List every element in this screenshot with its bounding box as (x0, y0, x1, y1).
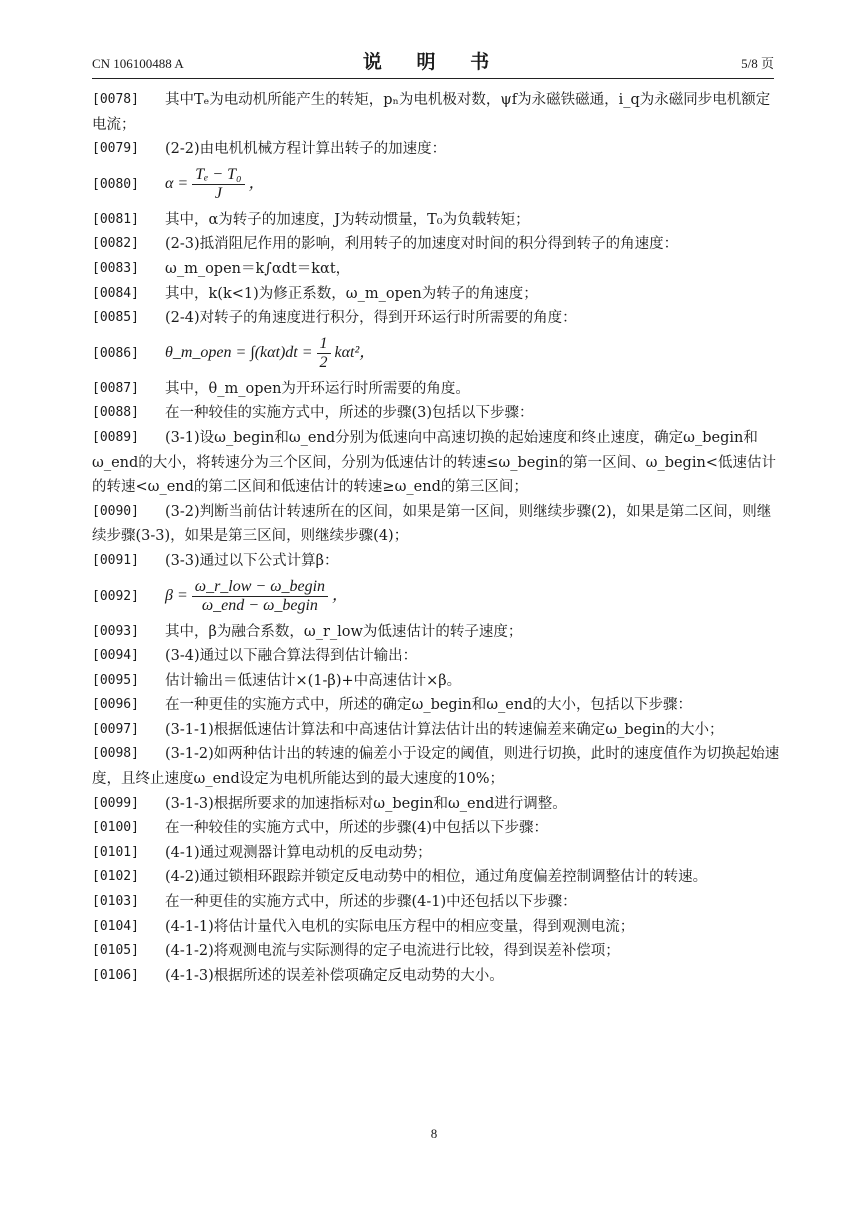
equation-paragraph (92, 162, 782, 208)
fraction-denominator: J (214, 185, 222, 203)
paragraph (92, 718, 782, 743)
paragraph (92, 742, 782, 791)
paragraph-text: (3-1)设ω_begin和ω_end分别为低速向中高速切换的起始速度和终止速度，确定ω_begin和ω_end的大小，将转速分为三个区间，分别为低速估计的转速≤ω_begin的第一区间、ω_begin<低速估计的转速<ω_end的第二区间和低速估计的转速≥ω_end的第三区间； (92, 429, 776, 496)
paragraph-text: (3-1-3)根据所要求的加速指标对ω_begin和ω_end进行调整。 (165, 795, 567, 812)
paragraph (92, 88, 782, 137)
paragraph-number: [0079] (92, 141, 139, 157)
paragraph-text: 在一种较佳的实施方式中，所述的步骤(3)包括以下步骤： (165, 405, 534, 422)
equation-lhs: β = (165, 587, 188, 605)
paragraph-number: [0097] (92, 721, 139, 737)
paragraph-text: (2-3)抵消阻尼作用的影响，利用转子的加速度对时间的积分得到转子的角速度： (165, 236, 679, 253)
paragraph-text: (4-1-2)将观测电流与实际测得的定子电流进行比较，得到误差补偿项； (165, 943, 620, 960)
document-title: 说 明 书 (362, 51, 504, 73)
paragraph (92, 208, 782, 233)
paragraph-text: 其中Tₑ为电动机所能产生的转矩，pₙ为电机极对数，ψf为永磁铁磁通，i_q为永磁同步电机额定电流； (92, 92, 771, 133)
paragraph-number: [0103] (92, 894, 139, 910)
paragraph-number: [0094] (92, 648, 139, 664)
paragraph-text: (4-1-1)将估计量代入电机的实际电压方程中的相应变量，得到观测电流； (165, 918, 635, 935)
paragraph-number: [0084] (92, 285, 139, 301)
paragraph-number: [0098] (92, 746, 139, 762)
equation-paragraph (92, 574, 782, 620)
paragraph-number: [0105] (92, 943, 139, 959)
paragraph (92, 137, 782, 162)
paragraph (92, 669, 782, 694)
paragraph-text: 其中，θ_m_open为开环运行时所需要的角度。 (165, 380, 470, 397)
paragraph (92, 865, 782, 890)
paragraph-text: (2-4)对转子的角速度进行积分，得到开环运行时所需要的角度： (165, 310, 577, 327)
paragraph-text: (2-2)由电机机械方程计算出转子的加速度： (165, 141, 447, 158)
paragraph-text: 其中，α为转子的加速度，J为转动惯量，T₀为负载转矩； (165, 211, 530, 228)
paragraph-number: [0086] (92, 345, 139, 361)
equation-lhs: α = (165, 175, 189, 193)
paragraph-number: [0089] (92, 429, 139, 445)
paragraph (92, 890, 782, 915)
equation-lhs: θ_m_open = ∫(kαt)dt = (165, 344, 313, 362)
paragraph-number: [0096] (92, 697, 139, 713)
paragraph-text: (4-1-3)根据所述的误差补偿项确定反电动势的大小。 (165, 967, 504, 984)
equation-paragraph (92, 331, 782, 377)
patent-number: CN 106100488 A (92, 56, 184, 71)
equation-alpha (165, 162, 265, 208)
paragraph-text: ω_m_open＝k∫αdt＝kαt， (165, 260, 351, 277)
paragraph-number: [0091] (92, 552, 139, 568)
paragraph (92, 915, 782, 940)
paragraph (92, 939, 782, 964)
paragraph-number: [0100] (92, 820, 139, 836)
paragraph-number: [0101] (92, 844, 139, 860)
fraction-numerator: 1 (317, 335, 331, 354)
fraction-numerator: Tₑ − T₀ (192, 166, 244, 185)
paragraph-number: [0078] (92, 92, 139, 107)
paragraph-number: [0085] (92, 310, 139, 326)
paragraph-text: 在一种更佳的实施方式中，所述的步骤(4-1)中还包括以下步骤： (165, 894, 577, 911)
paragraph-number: [0080] (92, 176, 139, 192)
page-header (92, 48, 774, 79)
paragraph-text: 其中，k(k<1)为修正系数，ω_m_open为转子的角速度； (165, 285, 538, 302)
paragraph (92, 426, 782, 500)
equation-theta (165, 331, 375, 377)
paragraph (92, 306, 782, 331)
fraction (192, 166, 244, 203)
paragraph (92, 549, 782, 574)
paragraph-text: (3-2)判断当前估计转速所在的区间，如果是第一区间，则继续步骤(2)，如果是第二区间，则继续步骤(3-3)，如果是第三区间，则继续步骤(4)； (92, 503, 772, 545)
paragraph-number: [0099] (92, 795, 139, 811)
paragraph (92, 964, 782, 989)
fraction (317, 335, 331, 372)
page-indicator: 5/8 页 (741, 56, 774, 71)
paragraph-number: [0095] (92, 672, 139, 688)
paragraph (92, 282, 782, 307)
paragraph-text: (4-1)通过观测器计算电动机的反电动势； (165, 844, 432, 861)
fraction-denominator: 2 (319, 354, 328, 372)
paragraph-number: [0102] (92, 869, 139, 885)
paragraph (92, 693, 782, 718)
paragraph-number: [0106] (92, 967, 139, 983)
paragraph (92, 620, 782, 645)
paragraph-text: 其中，β为融合系数，ω_r_low为低速估计的转子速度； (165, 623, 523, 640)
equation-tail: kαt²， (334, 344, 376, 362)
paragraph (92, 257, 782, 282)
paragraph-text: (3-4)通过以下融合算法得到估计输出： (165, 648, 418, 665)
paragraph-text: 估计输出＝低速估计×(1-β)+中高速估计×β。 (165, 672, 462, 689)
page-number: 8 (430, 1126, 438, 1141)
paragraph (92, 841, 782, 866)
paragraph-number: [0093] (92, 623, 139, 639)
paragraph-text: 在一种较佳的实施方式中，所述的步骤(4)中包括以下步骤： (165, 820, 549, 837)
paragraph-number: [0092] (92, 588, 139, 604)
equation-tail: ， (332, 587, 349, 605)
paragraph (92, 401, 782, 426)
paragraph-number: [0081] (92, 211, 139, 227)
paragraph-text: (3-3)通过以下公式计算β： (165, 552, 339, 569)
paragraph-number: [0083] (92, 260, 139, 276)
paragraph-number: [0087] (92, 380, 139, 396)
paragraph-number: [0088] (92, 405, 139, 421)
paragraph-number: [0090] (92, 503, 139, 519)
paragraph (92, 644, 782, 669)
equation-beta (165, 574, 348, 620)
paragraph (92, 377, 782, 402)
equation-tail: ， (248, 175, 265, 193)
document-body (92, 88, 782, 988)
paragraph-text: (3-1-1)根据低速估计算法和中高速估计算法估计出的转速偏差来确定ω_begin的大小； (165, 721, 724, 738)
paragraph (92, 500, 782, 549)
fraction (192, 578, 328, 615)
paragraph (92, 792, 782, 817)
paragraph (92, 816, 782, 841)
fraction-numerator: ω_r_low − ω_begin (192, 578, 328, 597)
paragraph-number: [0082] (92, 236, 139, 252)
paragraph-text: 在一种更佳的实施方式中，所述的确定ω_begin和ω_end的大小，包括以下步骤： (165, 697, 692, 714)
fraction-denominator: ω_end − ω_begin (201, 597, 318, 614)
paragraph-text: (3-1-2)如两种估计出的转速的偏差小于设定的阈值，则进行切换，此时的速度值作为切换起始速度，且终止速度ω_end设定为电机所能达到的最大速度的10%； (92, 746, 780, 788)
paragraph (92, 232, 782, 257)
paragraph-text: (4-2)通过锁相环跟踪并锁定反电动势中的相位，通过角度偏差控制调整估计的转速。 (165, 869, 708, 886)
paragraph-number: [0104] (92, 918, 139, 934)
